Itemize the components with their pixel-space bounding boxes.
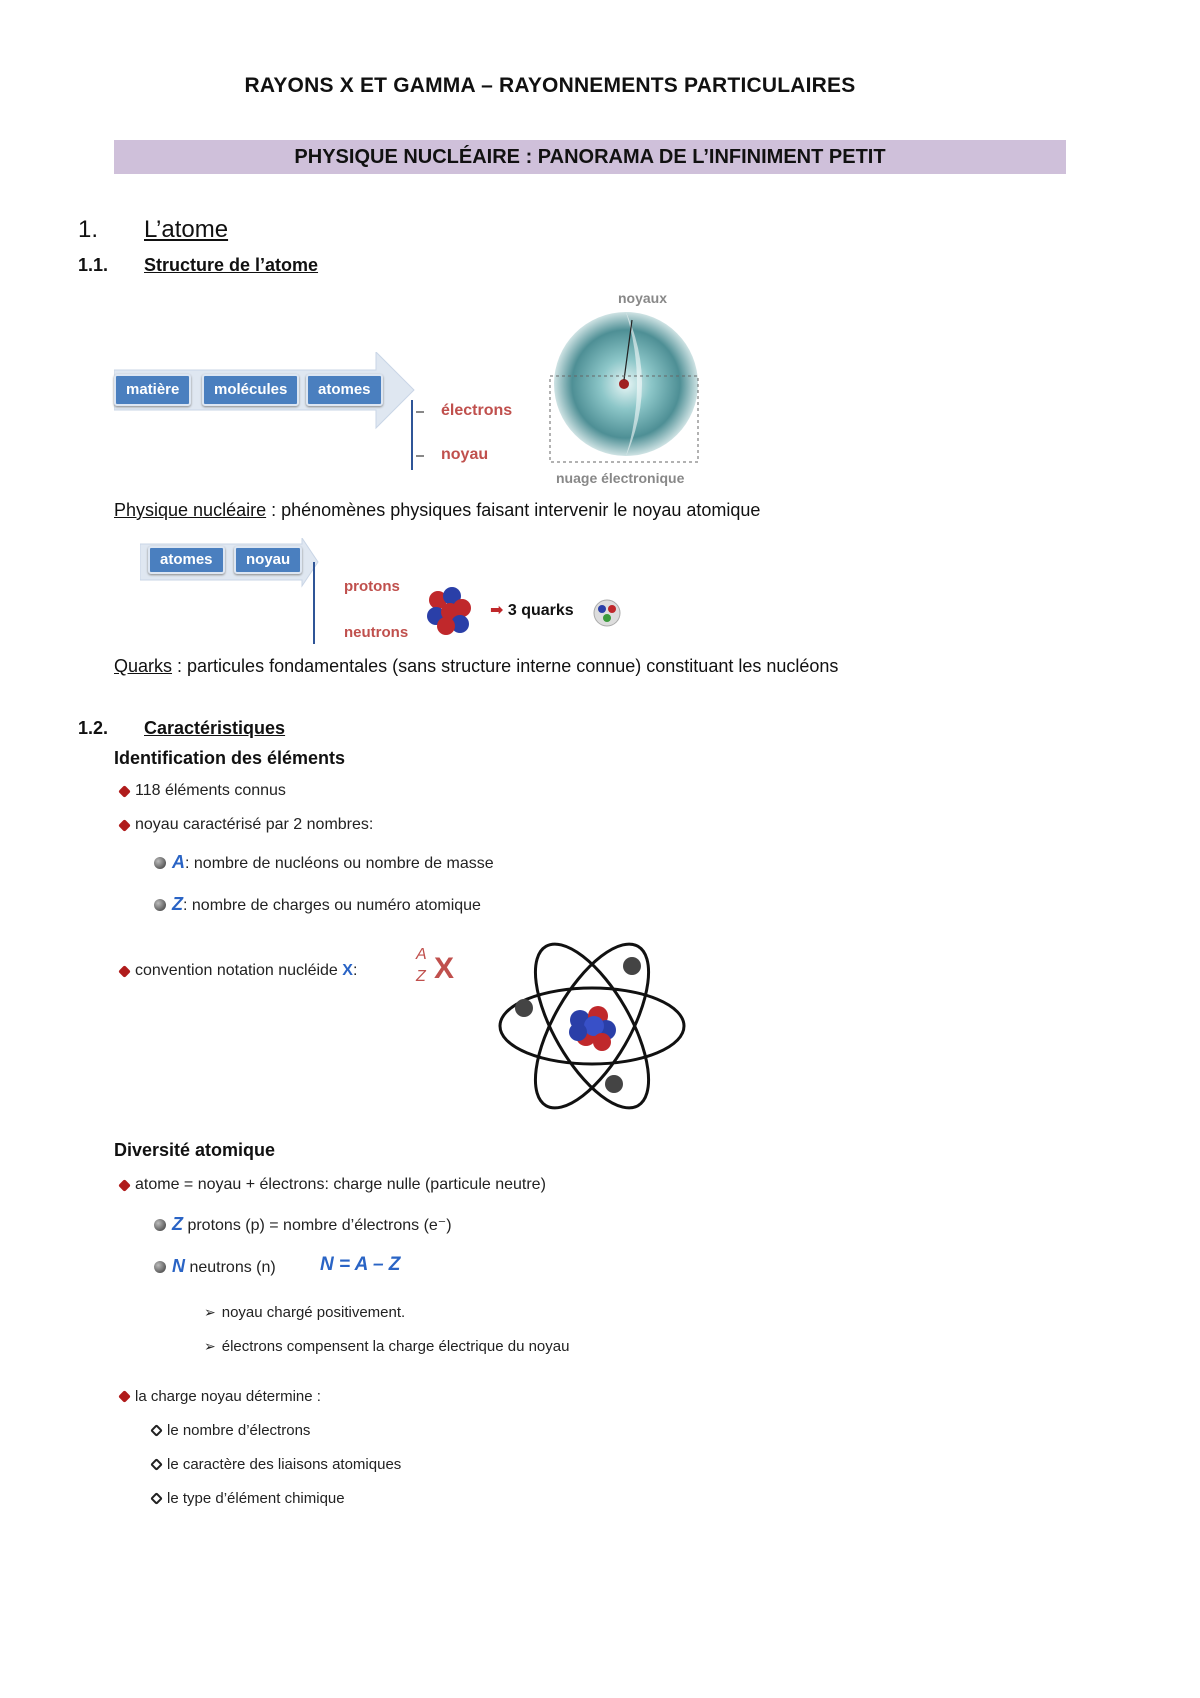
bullet-icon	[118, 1179, 131, 1192]
nucleus-icon	[424, 586, 474, 636]
section-banner: PHYSIQUE NUCLÉAIRE : PANORAMA DE L’INFINIMENT PETIT	[114, 140, 1066, 174]
outline-bullet-icon	[150, 1458, 163, 1471]
ball-bullet-icon	[154, 899, 166, 911]
branch-protons: protons	[344, 578, 400, 595]
list-item: le type d’élément chimique	[152, 1490, 345, 1507]
subheading-number: 1.1.	[78, 255, 109, 275]
branch-neutrons: neutrons	[344, 624, 409, 641]
pill-atomes: atomes	[306, 374, 383, 406]
list-item: convention notation nucléide X:	[120, 962, 357, 980]
outline-bullet-icon	[150, 1424, 163, 1437]
nucleus-diagram	[140, 538, 320, 648]
text-physique: : phénomènes physiques faisant intervenir le noyau atomique	[266, 500, 761, 520]
bullet-icon	[118, 785, 131, 798]
label-noyaux: noyaux	[618, 290, 668, 306]
text-quarks: : particules fondamentales (sans structure interne connue) constituant les nucléons	[172, 656, 839, 676]
heading-number: 1.	[78, 216, 99, 243]
list-item: atome = noyau + électrons: charge nulle (particule neutre)	[120, 1176, 546, 1194]
diversite-title: Diversité atomique	[114, 1140, 276, 1160]
list-item: noyau caractérisé par 2 nombres:	[120, 816, 373, 834]
definition-physique	[114, 500, 760, 521]
list-item: ➢ noyau chargé positivement.	[204, 1304, 406, 1321]
bullet-icon	[118, 1390, 131, 1403]
list-item: N neutrons (n)	[154, 1256, 276, 1277]
atom-cloud-image	[548, 288, 708, 488]
list-item: le caractère des liaisons atomiques	[152, 1456, 401, 1473]
term-quarks: Quarks	[114, 656, 173, 676]
structure-diagram	[114, 352, 424, 474]
definition-quarks	[114, 656, 838, 677]
chevron-right-icon: ➢	[204, 1304, 216, 1320]
term-physique: Physique nucléaire	[114, 500, 267, 520]
branch-electrons: électrons	[441, 402, 513, 419]
nuclide-notation: A Z X	[416, 946, 455, 985]
bullet-icon	[118, 819, 131, 832]
list-item: le nombre d’électrons	[152, 1422, 310, 1439]
ball-bullet-icon	[154, 857, 166, 869]
subheading-number-2: 1.2.	[78, 718, 109, 738]
identification-title: Identification des éléments	[114, 748, 346, 768]
pill-noyau-2: noyau	[234, 546, 302, 574]
list-item: A: nombre de nucléons ou nombre de masse	[154, 852, 494, 873]
outline-bullet-icon	[150, 1492, 163, 1505]
pill-molecules: molécules	[202, 374, 299, 406]
list-item: la charge noyau détermine :	[120, 1388, 321, 1405]
quarks-icon	[592, 598, 622, 628]
subheading-structure: Structure de l’atome	[144, 255, 319, 275]
ball-bullet-icon	[154, 1219, 166, 1231]
bullet-icon	[118, 965, 131, 978]
branch-noyau: noyau	[441, 446, 489, 463]
ball-bullet-icon	[154, 1261, 166, 1273]
list-item: Z protons (p) = nombre d’électrons (e⁻)	[154, 1214, 452, 1235]
document-title: RAYONS X ET GAMMA – RAYONNEMENTS PARTICULAIRES	[244, 74, 856, 97]
flow-arrow	[114, 352, 424, 474]
label-nuage: nuage électronique	[556, 470, 685, 486]
quarks-arrow-label: ➡ 3 quarks	[490, 602, 574, 619]
chevron-right-icon: ➢	[204, 1338, 216, 1354]
list-item: ➢ électrons compensent la charge électrique du noyau	[204, 1338, 570, 1355]
pill-matiere: matière	[114, 374, 191, 406]
list-item: 118 éléments connus	[120, 782, 286, 800]
red-arrow-icon: ➡	[490, 602, 504, 619]
subheading-caracteristiques: Caractéristiques	[144, 718, 286, 738]
atom-model-image	[494, 920, 690, 1132]
heading-atom: L’atome	[144, 216, 229, 243]
list-item: Z: nombre de charges ou numéro atomique	[154, 894, 481, 915]
pill-atomes-2: atomes	[148, 546, 225, 574]
formula-n: N = A – Z	[320, 1254, 401, 1275]
